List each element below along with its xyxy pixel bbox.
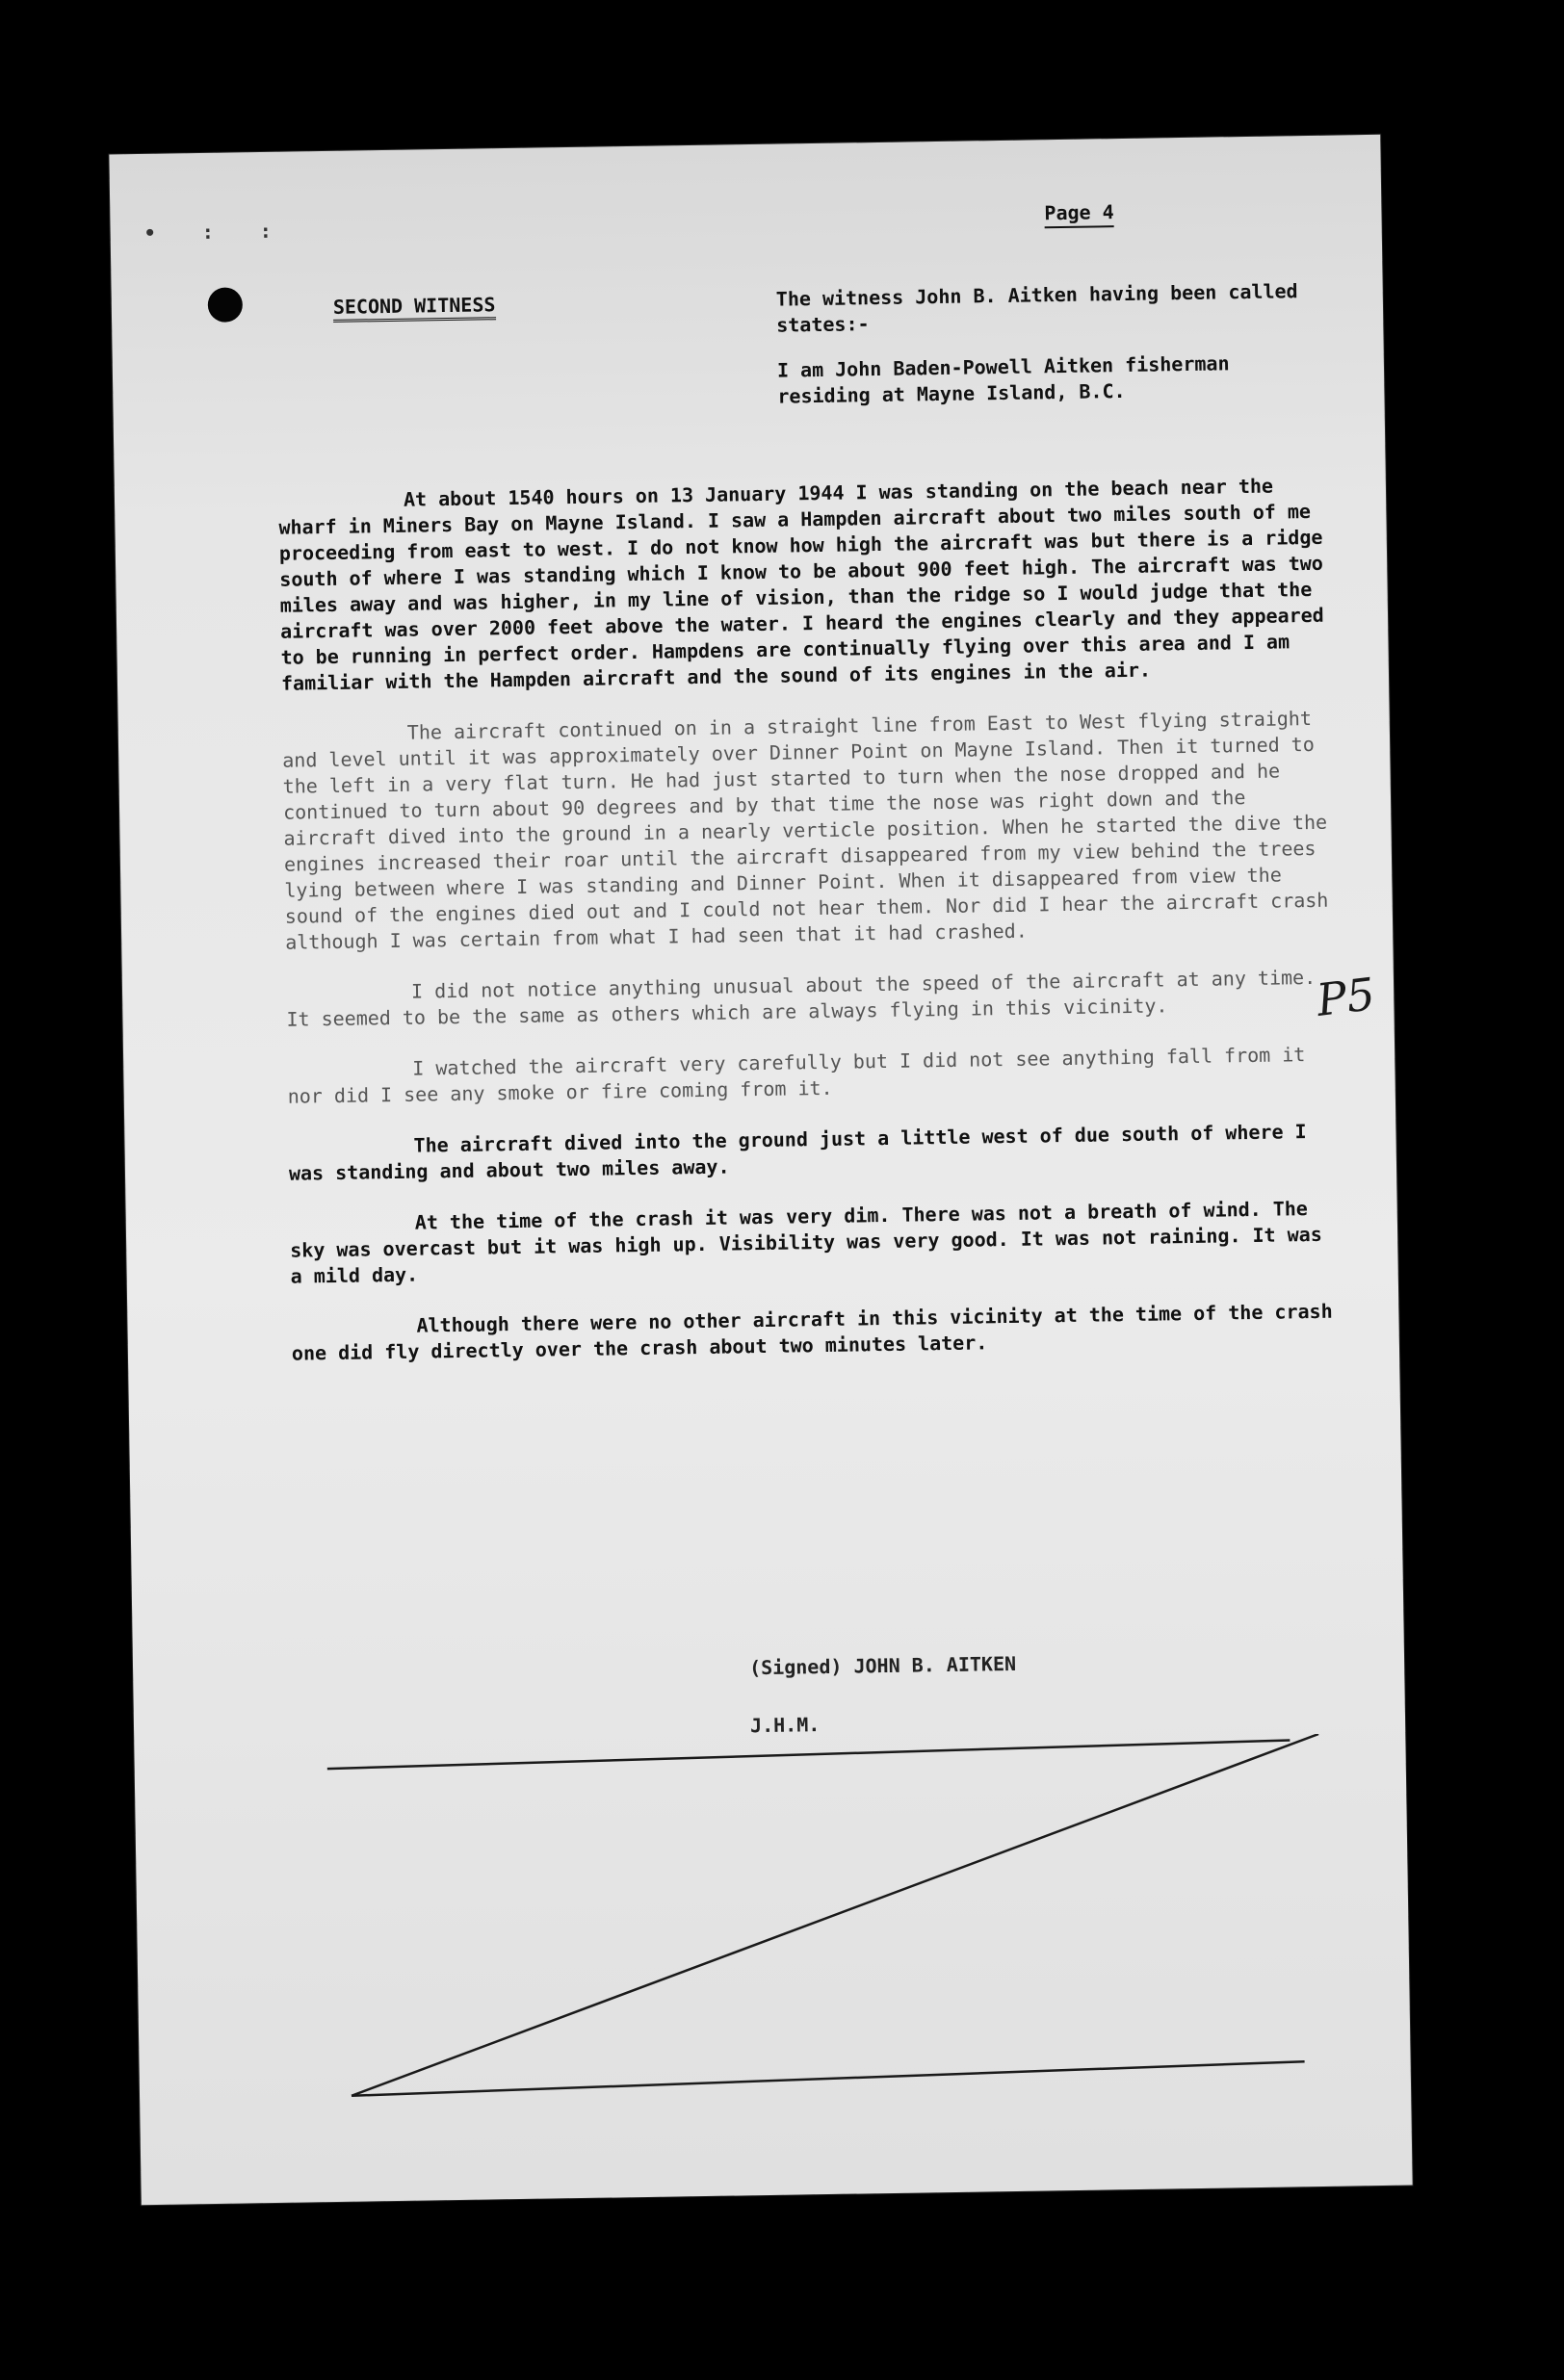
cancel-line-bottom (352, 2061, 1305, 2096)
witness-intro (776, 278, 1317, 429)
document-page (109, 135, 1412, 2205)
statement-paragraph: The aircraft continued on in a straight line from East to West flying straight and level until it was approximately over Dinner Point on Mayne Island. Then it turned to the left in a very flat turn. He had just started to turn when the nose dropped and he continued to turn about 90 degrees and by that time the nose was right down and the aircraft dived into the ground in a nearly verticle position. When he started the dive the engines increased their roar until the aircraft disappeared from my view behind the trees lying between where I was standing and Dinner Point. When it disappeared from view the sound of the engines died out and I could not hear them. Nor did I hear the aircraft crash although I was certain from what I had seen that it had crashed. (282, 706, 1329, 954)
statement-paragraph: At about 1540 hours on 13 January 1944 I was standing on the beach near the wharf in Miners Bay on Mayne Island. I saw a Hampden aircraft about two miles south of me proceeding from east to west. I do not know how high the aircraft was but there is a ridge south of where I was standing which I know to be about 900 feet high. The aircraft was two miles away and was higher, in my line of vision, than the ridge so I would judge that the aircraft was over 2000 feet above the water. I heard the engines clearly and they appeared to be running in perfect order. Hampdens are continually flying over this area and I am familiar with the Hampden aircraft and the sound of its engines in the air. (278, 474, 1324, 695)
z-cancellation-mark (326, 1734, 1324, 2125)
handwritten-annotation: P5 (1314, 968, 1378, 1026)
signature-line: (Signed) JOHN B. AITKEN (748, 1651, 1017, 1680)
cancel-line-diagonal (346, 1734, 1324, 2096)
statement-paragraph: I did not notice anything unusual about the speed of the aircraft at any time. It seemed to be the same as others which are always flying in this vicinity. (286, 965, 1316, 1031)
punch-hole (208, 287, 244, 323)
section-heading: SECOND WITNESS (333, 293, 496, 323)
statement-body (278, 473, 1342, 1392)
statement-paragraph: Although there were no other aircraft in this vicinity at the time of the crash one did fly directly over the crash about two minutes later. (291, 1299, 1333, 1365)
intro-line: The witness John B. Aitken having been called states:- (775, 279, 1298, 337)
cancel-line-top (326, 1740, 1290, 1769)
statement-paragraph: At the time of the crash it was very dim. There was not a breath of wind. The sky was overcast but it was high up. Visibility was very good. It was not raining. It was a mild day. (290, 1197, 1322, 1288)
page-number: Page 4 (1044, 200, 1114, 228)
statement-paragraph: The aircraft dived into the ground just a little west of due south of where I was standing and about two miles away. (288, 1120, 1307, 1185)
intro-line: I am John Baden-Powell Aitken fisherman residing at Mayne Island, B.C. (776, 351, 1230, 408)
margin-marks: • : : (143, 219, 290, 245)
statement-paragraph: I watched the aircraft very carefully but I did not see anything fall from it nor did I see any smoke or fire coming from it. (287, 1043, 1306, 1108)
initials: J.H.M. (749, 1713, 821, 1738)
